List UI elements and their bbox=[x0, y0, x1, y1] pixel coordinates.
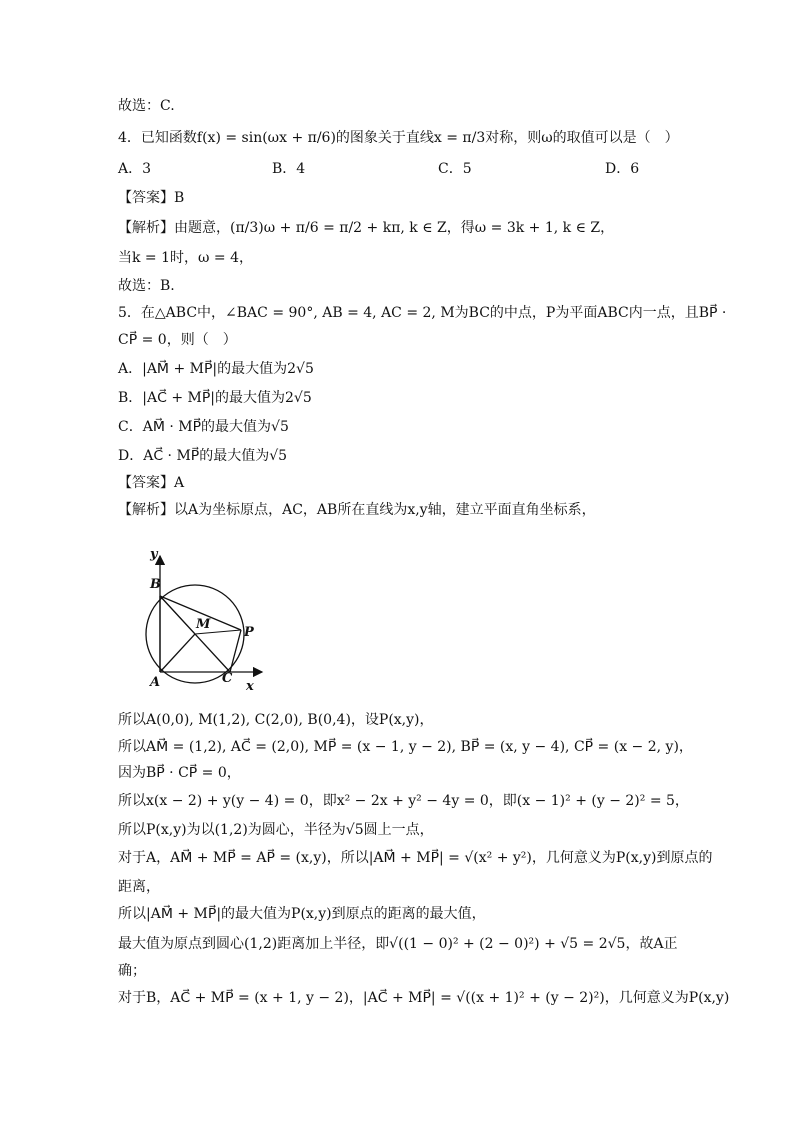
q4-option-c: C．5 bbox=[438, 161, 472, 177]
q4-analysis-line-2: 当k = 1时，ω = 4， bbox=[118, 250, 253, 266]
coordinate-figure bbox=[138, 548, 268, 698]
q4-option-b: B．4 bbox=[272, 161, 306, 177]
question-5-stem: 5．在△ABC中，∠BAC = 90°, AB = 4, AC = 2, M为BC的中点，P为平面ABC内一点，且BP⃗ · bbox=[118, 305, 727, 321]
q5-analysis-line-6: 对于A，AM⃗ + MP⃗ = AP⃗ = (x,y)，所以|AM⃗ + MP⃗| = √(x² + y²)，几何意义为P(x,y)到原点的 bbox=[118, 850, 713, 866]
q5-analysis-line-2: 所以AM⃗ = (1,2), AC⃗ = (2,0), MP⃗ = (x − 1, y − 2), BP⃗ = (x, y − 4), CP⃗ = (x − 2, y)， bbox=[118, 739, 693, 755]
segment-am bbox=[160, 634, 195, 672]
q4-option-a: A．3 bbox=[118, 161, 152, 177]
label-a: A bbox=[150, 675, 161, 690]
label-p: P bbox=[244, 625, 254, 640]
q5-analysis-line-10: 确； bbox=[118, 963, 146, 979]
segment-bm bbox=[160, 596, 195, 634]
question-4-stem: 4．已知函数f(x) = sin(ωx + π/6)的图象关于直线x = π/3对称，则ω的取值可以是（ ） bbox=[118, 130, 679, 146]
q5-analysis-line-7: 距离， bbox=[118, 879, 160, 895]
label-m: M bbox=[196, 617, 211, 632]
label-y: y bbox=[150, 548, 158, 562]
q5-analysis-line-3: 因为BP⃗ · CP⃗ = 0， bbox=[118, 765, 241, 781]
q5-answer: 【答案】A bbox=[118, 475, 185, 491]
q5-option-c: C．AM⃗ · MP⃗的最大值为√5 bbox=[118, 419, 289, 435]
q4-conclusion: 故选：B. bbox=[118, 278, 175, 294]
label-x: x bbox=[246, 679, 254, 694]
q5-option-a: A．|AM⃗ + MP⃗|的最大值为2√5 bbox=[118, 361, 314, 377]
label-b: B bbox=[150, 577, 161, 592]
q5-analysis-line-5: 所以P(x,y)为以(1,2)为圆心，半径为√5圆上一点， bbox=[118, 822, 434, 838]
segment-cp bbox=[230, 630, 241, 672]
q5-analysis-line-8: 所以|AM⃗ + MP⃗|的最大值为P(x,y)到原点的距离的最大值， bbox=[118, 906, 486, 922]
q5-analysis-line-11: 对于B，AC⃗ + MP⃗ = (x + 1, y − 2)，|AC⃗ + MP⃗| = √((x + 1)² + (y − 2)²)，几何意义为P(x,y) bbox=[118, 990, 730, 1006]
label-c: C bbox=[222, 671, 233, 686]
q5-analysis-intro: 【解析】以A为坐标原点，AC，AB所在直线为x,y轴，建立平面直角坐标系， bbox=[118, 502, 596, 518]
q5-option-b: B．|AC⃗ + MP⃗|的最大值为2√5 bbox=[118, 390, 312, 406]
q4-option-d: D．6 bbox=[605, 161, 640, 177]
q4-analysis: 【解析】由题意，(π/3)ω + π/6 = π/2 + kπ, k ∈ Z，得ω = 3k + 1, k ∈ Z， bbox=[118, 220, 615, 236]
q5-option-d: D．AC⃗ · MP⃗的最大值为√5 bbox=[118, 448, 288, 464]
q5-analysis-line-9: 最大值为原点到圆心(1,2)距离加上半径，即√((1 − 0)² + (2 − 0)²) + √5 = 2√5，故A正 bbox=[118, 936, 678, 952]
q5-analysis-line-1: 所以A(0,0), M(1,2), C(2,0), B(0,4)，设P(x,y)， bbox=[118, 712, 434, 728]
question-5-stem-cont: CP⃗ = 0，则（ ） bbox=[118, 332, 237, 348]
q4-answer: 【答案】B bbox=[118, 190, 185, 206]
q5-analysis-line-4: 所以x(x − 2) + y(y − 4) = 0，即x² − 2x + y² − 4y = 0，即(x − 1)² + (y − 2)² = 5， bbox=[118, 793, 689, 809]
line-q3-conclusion: 故选：C. bbox=[118, 98, 175, 114]
